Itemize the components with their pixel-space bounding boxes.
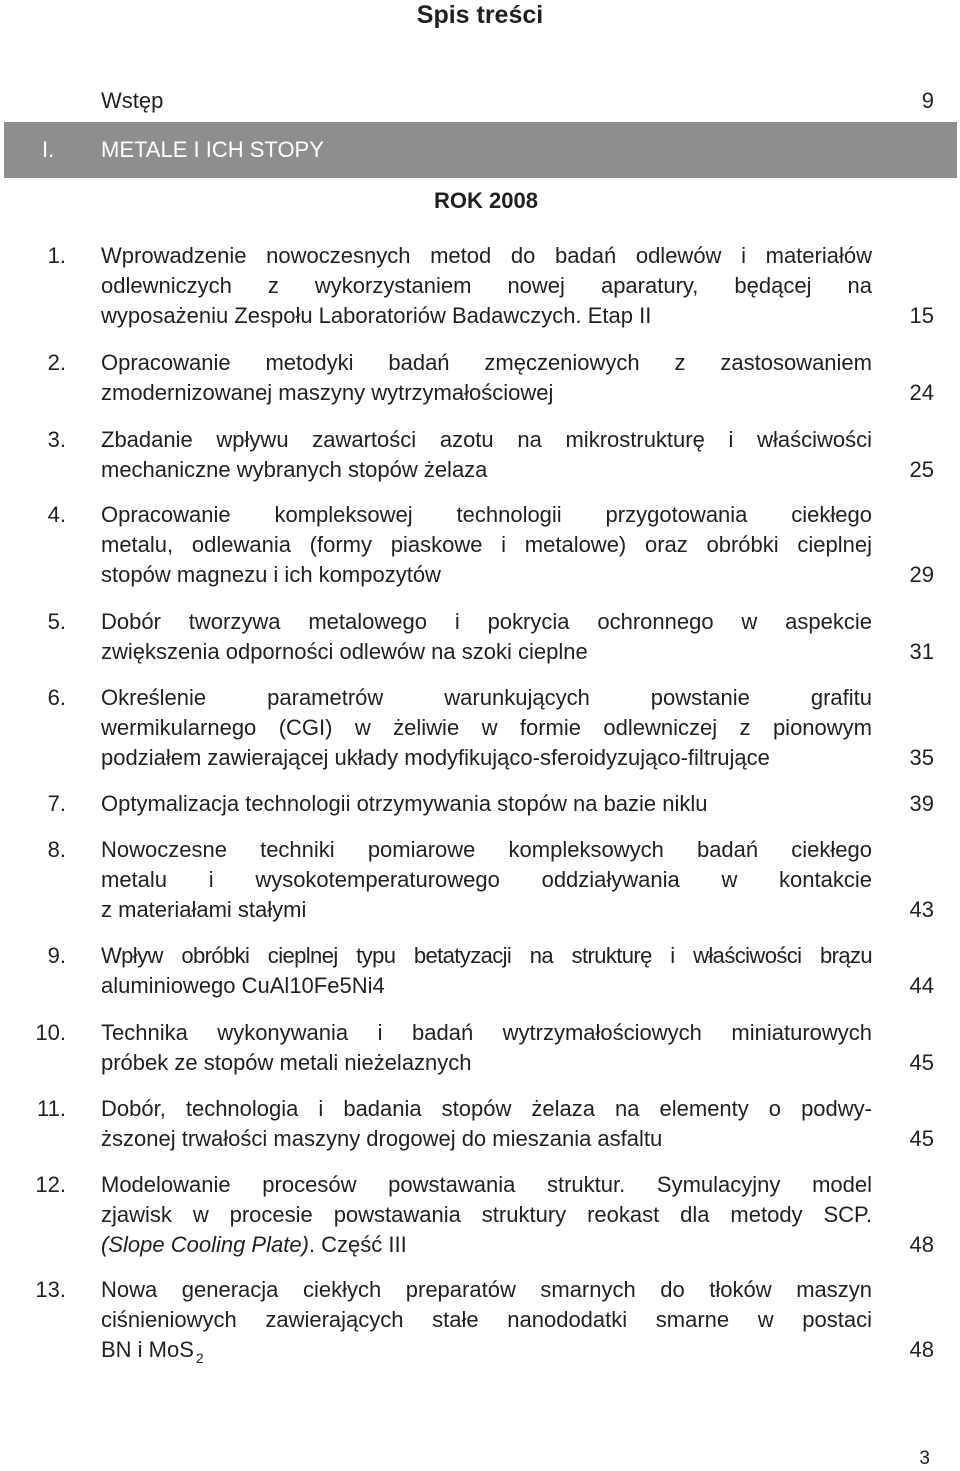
page-number: 43 [909,897,934,922]
formula-subscript: 2 [195,1350,204,1366]
entry-title [101,1275,872,1365]
entry-line: wermikularnego (CGI) w żeliwie w formie odlewniczej z pionowym [101,715,872,740]
entry-line: zwiększenia odporności odlewów na szoki cieplne [101,639,588,664]
page-number: 39 [909,791,934,816]
page-number: 25 [909,457,934,482]
entry-line: z materiałami stałymi [101,897,307,922]
page-number: 35 [909,745,934,770]
entry-title [101,789,872,819]
entry-line: Optymalizacja technologii otrzymywania stopów na bazie niklu [101,791,708,816]
section-header [4,122,957,178]
entry-line: Technika wykonywania i badań wytrzymałościowych miniaturowych [101,1020,872,1045]
toc-entry-intro[interactable] [0,86,960,116]
entry-number: 7. [47,791,66,816]
entry-line: Nowa generacja ciekłych preparatów smarnych do tłoków maszyn [101,1277,872,1302]
entry-title [101,835,872,925]
entry-line [101,1230,872,1260]
page-title: Spis treści [416,1,544,29]
entry-number: 13. [35,1277,66,1302]
page-number: 45 [909,1126,934,1151]
page-number: 31 [909,639,934,664]
entry-title [101,500,872,590]
entry-line: próbek ze stopów metali nieżelaznych [101,1050,472,1075]
entry-line: podziałem zawierającej układy modyfikująco-sferoidyzująco-filtrujące [101,745,770,770]
page-folio: 3 [919,1448,930,1469]
entry-label: Wstęp [101,88,164,113]
entry-number: 6. [47,685,66,710]
entry-number: 9. [47,943,66,968]
entry-title [101,241,872,331]
entry-line: Wpływ obróbki cieplnej typu betatyzacji na strukturę i właściwości brązu [101,943,872,968]
entry-line: Opracowanie kompleksowej technologii przygotowania ciekłego [101,502,872,527]
page-number: 44 [909,973,934,998]
entry-title [101,425,872,485]
year-heading: ROK 2008 [434,188,538,213]
entry-line: stopów magnezu i ich kompozytów [101,562,441,587]
entry-number: 12. [35,1172,66,1197]
entry-line: Nowoczesne techniki pomiarowe kompleksowych badań ciekłego [101,837,872,862]
entry-title [101,1094,872,1154]
page-number: 48 [909,1337,934,1362]
entry-line [101,1335,872,1365]
section-number: I. [42,137,55,162]
entry-title [101,1170,872,1260]
entry-line: mechaniczne wybranych stopów żelaza [101,457,488,482]
entry-line: Dobór tworzywa metalowego i pokrycia ochronnego w aspekcie [101,609,872,634]
entry-line: wyposażeniu Zespołu Laboratoriów Badawczych. Etap II [101,303,652,328]
entry-line: ciśnieniowych zawierających stałe nanododatki smarne w postaci [101,1307,872,1332]
formula-text: BN i MoS [101,1337,194,1362]
entry-line: aluminiowego CuAl10Fe5Ni4 [101,973,385,998]
entry-line: Opracowanie metodyki badań zmęczeniowych z zastosowaniem [101,350,872,375]
page-number: 48 [909,1232,934,1257]
entry-number: 2. [47,350,66,375]
entry-line: metalu i wysokotemperaturowego oddziaływania w kontakcie [101,867,872,892]
section-label: METALE I ICH STOPY [101,137,324,162]
entry-number: 11. [37,1096,66,1121]
entry-title [101,941,872,1001]
entry-line: Określenie parametrów warunkujących powstanie grafitu [101,685,872,710]
entry-number: 1. [47,243,66,268]
entry-title [101,683,872,773]
entry-line: Dobór, technologia i badania stopów żelaza na elementy o podwy- [101,1096,872,1121]
entry-line: metalu, odlewania (formy piaskowe i metalowe) oraz obróbki cieplnej [101,532,872,557]
entry-title [101,348,872,408]
page-number: 45 [909,1050,934,1075]
entry-line: zmodernizowanej maszyny wytrzymałościowej [101,380,554,405]
italic-term: (Slope Cooling Plate) [101,1232,309,1257]
page-number: 15 [909,303,934,328]
entry-line: zjawisk w procesie powstawania struktury reokast dla metody SCP. [101,1202,872,1227]
entry-number: 10. [35,1020,66,1045]
entry-title [101,607,872,667]
entry-line: ższonej trwałości maszyny drogowej do mieszania asfaltu [101,1126,663,1151]
entry-line: odlewniczych z wykorzystaniem nowej aparatury, będącej na [101,273,872,298]
entry-title [101,1018,872,1078]
page-number: 9 [921,88,934,113]
entry-number: 3. [47,427,66,452]
entry-line: Zbadanie wpływu zawartości azotu na mikrostrukturę i właściwości [101,427,872,452]
entry-number: 8. [47,837,66,862]
entry-number: 4. [47,502,66,527]
page-number: 24 [909,380,934,405]
page-number: 29 [909,562,934,587]
entry-line-rest: . Część III [308,1232,407,1257]
entry-line: Wprowadzenie nowoczesnych metod do badań odlewów i materiałów [101,243,872,268]
entry-line: Modelowanie procesów powstawania struktur. Symulacyjny model [101,1172,872,1197]
entry-number: 5. [47,609,66,634]
